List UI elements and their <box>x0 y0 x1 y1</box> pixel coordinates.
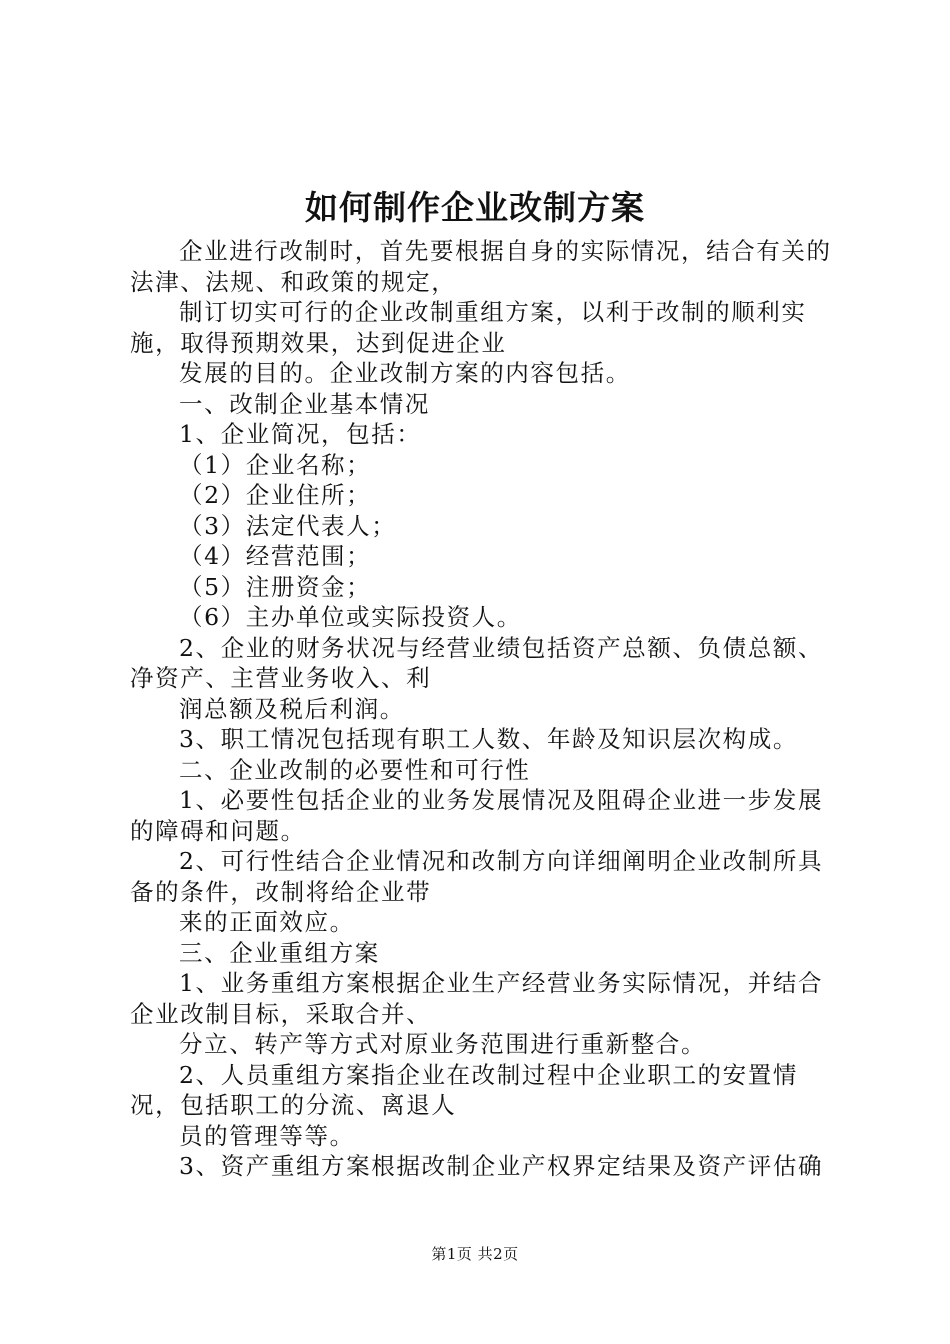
paragraph: 员的管理等等。 <box>179 1121 355 1150</box>
document-body <box>130 236 835 1182</box>
paragraph: 1、必要性包括企业的业务发展情况及阻碍企业进一步发展的障碍和问题。 <box>130 786 824 845</box>
section-heading: 一、改制企业基本情况 <box>179 389 430 418</box>
paragraph: 来的正面效应。 <box>179 908 355 936</box>
list-item: （4）经营范围； <box>179 542 372 570</box>
paragraph: 1、企业简况，包括： <box>179 420 422 448</box>
paragraph: 2、可行性结合企业情况和改制方向详细阐明企业改制所具备的条件，改制将给企业带 <box>130 847 824 906</box>
list-item: （3）法定代表人； <box>179 511 397 540</box>
list-item: （5）注册资金； <box>179 572 372 601</box>
page-footer: 第1页 共2页 <box>431 1245 519 1263</box>
paragraph: 企业进行改制时，首先要根据自身的实际情况，结合有关的法津、法规、和政策的规定， <box>130 237 832 296</box>
paragraph: 制订切实可行的企业改制重组方案，以利于改制的顺利实施，取得预期效果，达到促进企业 <box>130 298 807 357</box>
paragraph: 3、职工情况包括现有职工人数、年龄及知识层次构成。 <box>179 725 798 753</box>
list-item: （6）主办单位或实际投资人。 <box>179 603 522 631</box>
paragraph: 2、人员重组方案指企业在改制过程中企业职工的安置情况，包括职工的分流、离退人 <box>130 1060 798 1119</box>
document-title: 如何制作企业改制方案 <box>305 188 645 227</box>
section-heading: 三、企业重组方案 <box>179 938 380 967</box>
list-item: （2）企业住所； <box>179 481 372 509</box>
paragraph: 分立、转产等方式对原业务范围进行重新整合。 <box>179 1030 707 1058</box>
paragraph: 发展的目的。企业改制方案的内容包括。 <box>179 359 631 387</box>
paragraph: 3、资产重组方案根据改制企业产权界定结果及资产评估确 <box>179 1152 824 1180</box>
paragraph: 2、企业的财务状况与经营业绩包括资产总额、负债总额、净资产、主营业务收入、利 <box>130 633 824 692</box>
section-heading: 二、企业改制的必要性和可行性 <box>179 755 531 784</box>
paragraph: 1、业务重组方案根据企业生产经营业务实际情况，并结合企业改制目标，采取合并、 <box>130 969 824 1028</box>
list-item: （1）企业名称； <box>179 450 372 479</box>
paragraph: 润总额及税后利润。 <box>179 694 405 723</box>
